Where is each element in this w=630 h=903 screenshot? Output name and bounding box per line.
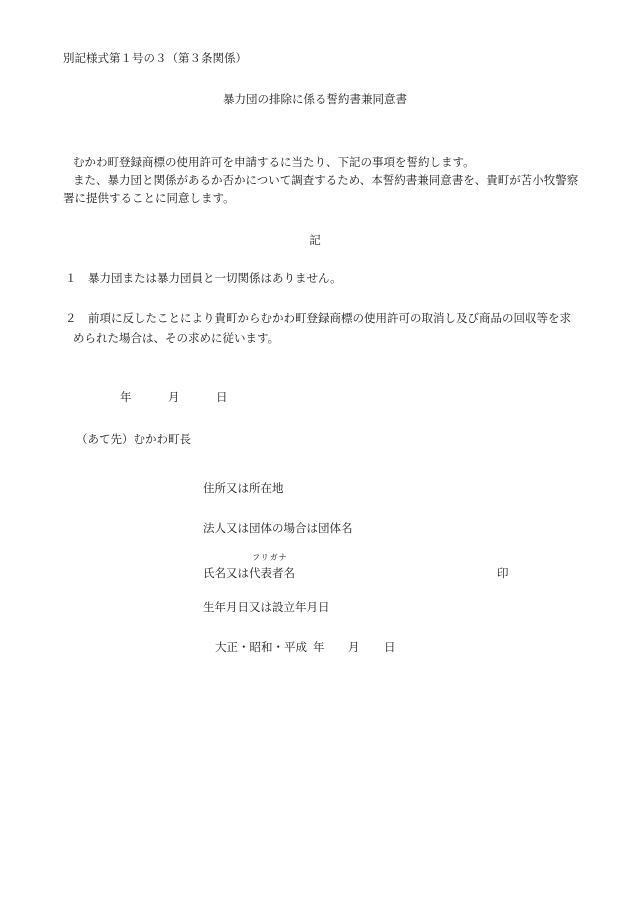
corporation-field-label: 法人又は団体の場合は団体名 [203,521,353,535]
name-field-label: 氏名又は代表者名 [203,566,295,580]
date-year-label: 年 [120,390,132,404]
paragraph-consent-line2: 署に提供することに同意します。 [63,191,235,205]
paragraph-consent-line1: また、暴力団と関係があるか否かについて調査するため、本誓約書兼同意書を、貴町が苫小牧警察 [73,173,579,187]
ki-heading: 記 [309,233,321,247]
era-day-label: 日 [384,640,396,654]
birth-date-field-label: 生年月日又は設立年月日 [203,600,330,614]
era-year-label: 年 [313,640,325,654]
paragraph-pledge: むかわ町登録商標の使用許可を申請するに当たり、下記の事項を誓約します。 [73,155,475,169]
form-label: 別記様式第１号の３（第３条関係） [63,51,247,65]
item-number-2: ２ [65,311,77,325]
document-title: 暴力団の排除に係る誓約書兼同意書 [223,92,407,106]
era-month-label: 月 [348,640,360,654]
era-options: 大正・昭和・平成 [215,640,307,654]
item-text-2-line2: められた場合は、その求めに従います。 [73,331,280,345]
address-field-label: 住所又は所在地 [203,481,284,495]
item-text-2-line1: 前項に反したことにより貴町からむかわ町登録商標の使用許可の取消し及び商品の回収等を求 [88,311,571,325]
item-number-1: １ [65,271,77,285]
furigana-label: フリガナ [252,553,288,562]
seal-mark: 印 [497,566,509,580]
addressee: （あて先）むかわ町長 [76,432,191,446]
date-day-label: 日 [216,390,228,404]
item-text-1: 暴力団または暴力団員と一切関係はありません。 [88,271,342,285]
date-month-label: 月 [168,390,180,404]
